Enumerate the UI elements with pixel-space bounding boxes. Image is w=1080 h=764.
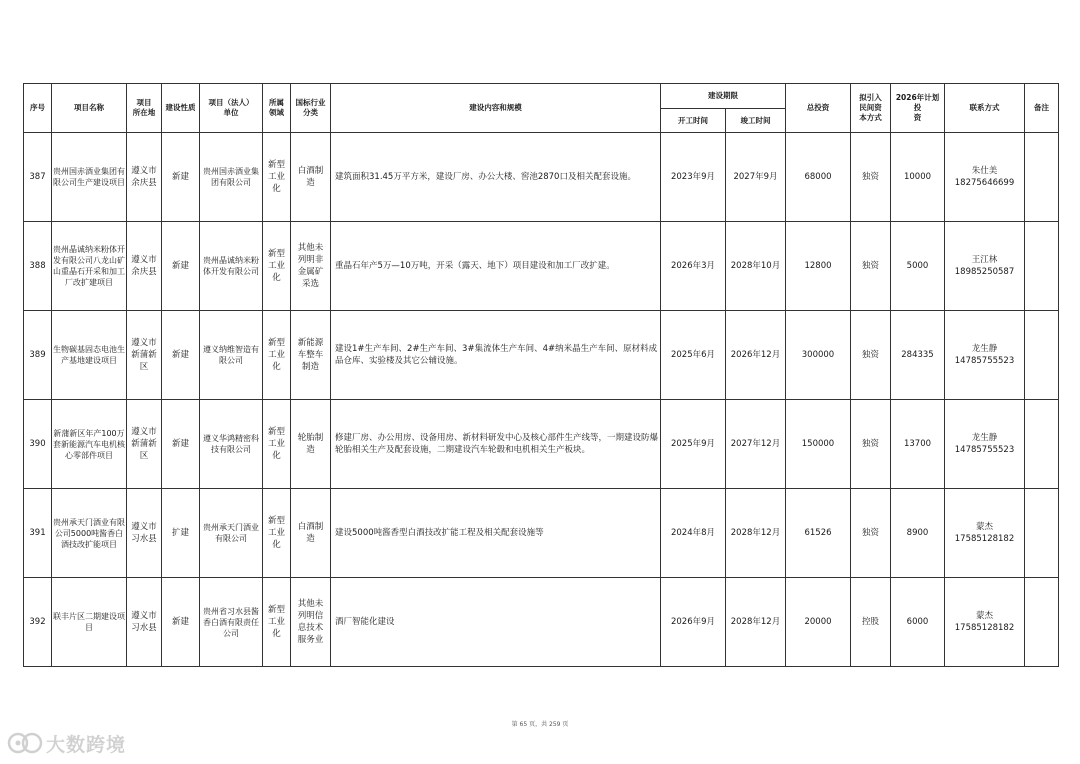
cell-contact: 龙生静 14785755523 <box>945 400 1025 489</box>
cell-contact: 蒙杰 17585128182 <box>945 489 1025 578</box>
project-table <box>23 83 1059 667</box>
cell-capital-method: 独资 <box>851 400 891 489</box>
cell-no: 390 <box>24 400 52 489</box>
cell-nature: 新建 <box>162 311 200 400</box>
table-row <box>24 222 1059 311</box>
cell-content: 修建厂房、办公用房、设备用房、新材料研发中心及核心部件生产线等，一期建设防爆轮胎相关生产及配套设施，二期建设汽车轮毂和电机相关生产板块。 <box>331 400 661 489</box>
cell-remark <box>1025 400 1059 489</box>
header-introduce: 拟引入 民间资 本方式 <box>851 84 891 133</box>
header-unit: 项目（法人） 单位 <box>200 84 263 133</box>
cell-industry: 其他未 列明信 息技术 服务业 <box>291 578 331 667</box>
cell-start-time: 2024年8月 <box>661 489 726 578</box>
cell-no: 387 <box>24 133 52 222</box>
cell-location: 遵义市 新蒲新 区 <box>127 311 162 400</box>
cell-remark <box>1025 222 1059 311</box>
header-field: 所属 领域 <box>263 84 291 133</box>
cell-nature: 新建 <box>162 400 200 489</box>
cell-contact: 王江林 18985250587 <box>945 222 1025 311</box>
cell-location: 遵义市 习水县 <box>127 578 162 667</box>
cell-field: 新型 工业 化 <box>263 311 291 400</box>
cell-location: 遵义市 余庆县 <box>127 133 162 222</box>
watermark-text: 大数跨境 <box>46 733 127 756</box>
header-location: 项目 所在地 <box>127 84 162 133</box>
header-investment: 总投资 <box>786 84 851 133</box>
cell-field: 新型 工业 化 <box>263 400 291 489</box>
cell-unit: 遵义纳维智造有限公司 <box>200 311 263 400</box>
cell-plan-2026: 284335 <box>891 311 945 400</box>
cell-unit: 贵州晶诚纳米粉体开发有限公司 <box>200 222 263 311</box>
cell-start-time: 2026年9月 <box>661 578 726 667</box>
table-body <box>24 133 1059 667</box>
cell-end-time: 2028年12月 <box>726 578 786 667</box>
cell-field: 新型 工业 化 <box>263 578 291 667</box>
cell-capital-method: 控股 <box>851 578 891 667</box>
cell-no: 388 <box>24 222 52 311</box>
cell-capital-method: 独资 <box>851 489 891 578</box>
cell-remark <box>1025 489 1059 578</box>
cell-contact: 蒙杰 17585128182 <box>945 578 1025 667</box>
cell-unit: 贵州国赤酒业集团有限公司 <box>200 133 263 222</box>
cell-nature: 新建 <box>162 578 200 667</box>
cell-industry: 其他未 列明非 金属矿 采选 <box>291 222 331 311</box>
cell-unit: 贵州承天门酒业有限公司 <box>200 489 263 578</box>
cell-content: 建设1#生产车间、2#生产车间、3#集流体生产车间、4#纳米晶生产车间、原材料成品仓库、实验楼及其它公辅设施。 <box>331 311 661 400</box>
cell-plan-2026: 6000 <box>891 578 945 667</box>
cell-industry: 白酒制 造 <box>291 133 331 222</box>
cell-remark <box>1025 578 1059 667</box>
cell-remark <box>1025 311 1059 400</box>
table-row <box>24 489 1059 578</box>
table-row <box>24 578 1059 667</box>
cell-capital-method: 独资 <box>851 311 891 400</box>
header-contact: 联系方式 <box>945 84 1025 133</box>
cell-start-time: 2025年9月 <box>661 400 726 489</box>
header-remark: 备注 <box>1025 84 1059 133</box>
cell-capital-method: 独资 <box>851 222 891 311</box>
cell-industry: 白酒制 造 <box>291 489 331 578</box>
cell-project-name: 新蒲新区年产100万套新能源汽车电机核心零部件项目 <box>52 400 127 489</box>
header-industry: 国标行业 分类 <box>291 84 331 133</box>
header-nature: 建设性质 <box>162 84 200 133</box>
cell-contact: 龙生静 14785755523 <box>945 311 1025 400</box>
header-start: 开工时间 <box>661 109 726 133</box>
header-plan-2026: 2026年计划投 资 <box>891 84 945 133</box>
cell-remark <box>1025 133 1059 222</box>
header-name: 项目名称 <box>52 84 127 133</box>
cell-industry: 新能源 车整车 制造 <box>291 311 331 400</box>
cell-start-time: 2026年3月 <box>661 222 726 311</box>
watermark <box>6 730 126 756</box>
cell-nature: 扩建 <box>162 489 200 578</box>
table-row <box>24 400 1059 489</box>
cell-field: 新型 工业 化 <box>263 133 291 222</box>
cell-total-investment: 61526 <box>786 489 851 578</box>
cell-plan-2026: 10000 <box>891 133 945 222</box>
cell-total-investment: 12800 <box>786 222 851 311</box>
header-end: 竣工时间 <box>726 109 786 133</box>
cell-unit: 遵义华鸿精密科技有限公司 <box>200 400 263 489</box>
cell-plan-2026: 8900 <box>891 489 945 578</box>
table-row <box>24 311 1059 400</box>
cell-location: 遵义市 习水县 <box>127 489 162 578</box>
cell-location: 遵义市 余庆县 <box>127 222 162 311</box>
cell-total-investment: 150000 <box>786 400 851 489</box>
cell-field: 新型 工业 化 <box>263 222 291 311</box>
header-row <box>24 84 1059 109</box>
cell-end-time: 2027年9月 <box>726 133 786 222</box>
cell-capital-method: 独资 <box>851 133 891 222</box>
cell-project-name: 贵州晶诚纳米粉体开发有限公司八龙山矿山重晶石开采和加工厂改扩建项目 <box>52 222 127 311</box>
ring-logo-icon <box>6 731 44 755</box>
cell-no: 392 <box>24 578 52 667</box>
cell-project-name: 贵州承天门酒业有限公司5000吨酱香白酒技改扩能项目 <box>52 489 127 578</box>
cell-project-name: 贵州国赤酒业集团有限公司生产建设项目 <box>52 133 127 222</box>
page-footer: 第 65 页，共 259 页 <box>511 721 569 728</box>
cell-project-name: 联丰片区二期建设项目 <box>52 578 127 667</box>
cell-end-time: 2028年10月 <box>726 222 786 311</box>
cell-end-time: 2026年12月 <box>726 311 786 400</box>
header-no: 序号 <box>24 84 52 133</box>
cell-industry: 轮胎制 造 <box>291 400 331 489</box>
cell-content: 酒厂智能化建设 <box>331 578 661 667</box>
cell-plan-2026: 13700 <box>891 400 945 489</box>
cell-no: 389 <box>24 311 52 400</box>
cell-no: 391 <box>24 489 52 578</box>
cell-field: 新型 工业 化 <box>263 489 291 578</box>
cell-nature: 新建 <box>162 133 200 222</box>
cell-unit: 贵州省习水县酱香白酒有限责任公司 <box>200 578 263 667</box>
header-content: 建设内容和规模 <box>331 84 661 133</box>
cell-plan-2026: 5000 <box>891 222 945 311</box>
cell-start-time: 2023年9月 <box>661 133 726 222</box>
cell-content: 建设5000吨酱香型白酒技改扩能工程及相关配套设施等 <box>331 489 661 578</box>
cell-project-name: 生物碳基固态电池生产基地建设项目 <box>52 311 127 400</box>
table-row <box>24 133 1059 222</box>
cell-total-investment: 300000 <box>786 311 851 400</box>
header-period: 建设期限 <box>661 84 786 109</box>
cell-total-investment: 68000 <box>786 133 851 222</box>
cell-content: 重晶石年产5万—10万吨，开采（露天、地下）项目建设和加工厂改扩建。 <box>331 222 661 311</box>
cell-location: 遵义市 新蒲新 区 <box>127 400 162 489</box>
cell-content: 建筑面积31.45万平方米，建设厂房、办公大楼、窖池2870口及相关配套设施。 <box>331 133 661 222</box>
cell-nature: 新建 <box>162 222 200 311</box>
cell-end-time: 2028年12月 <box>726 489 786 578</box>
cell-total-investment: 20000 <box>786 578 851 667</box>
cell-start-time: 2025年6月 <box>661 311 726 400</box>
cell-contact: 朱仕美 18275646699 <box>945 133 1025 222</box>
cell-end-time: 2027年12月 <box>726 400 786 489</box>
